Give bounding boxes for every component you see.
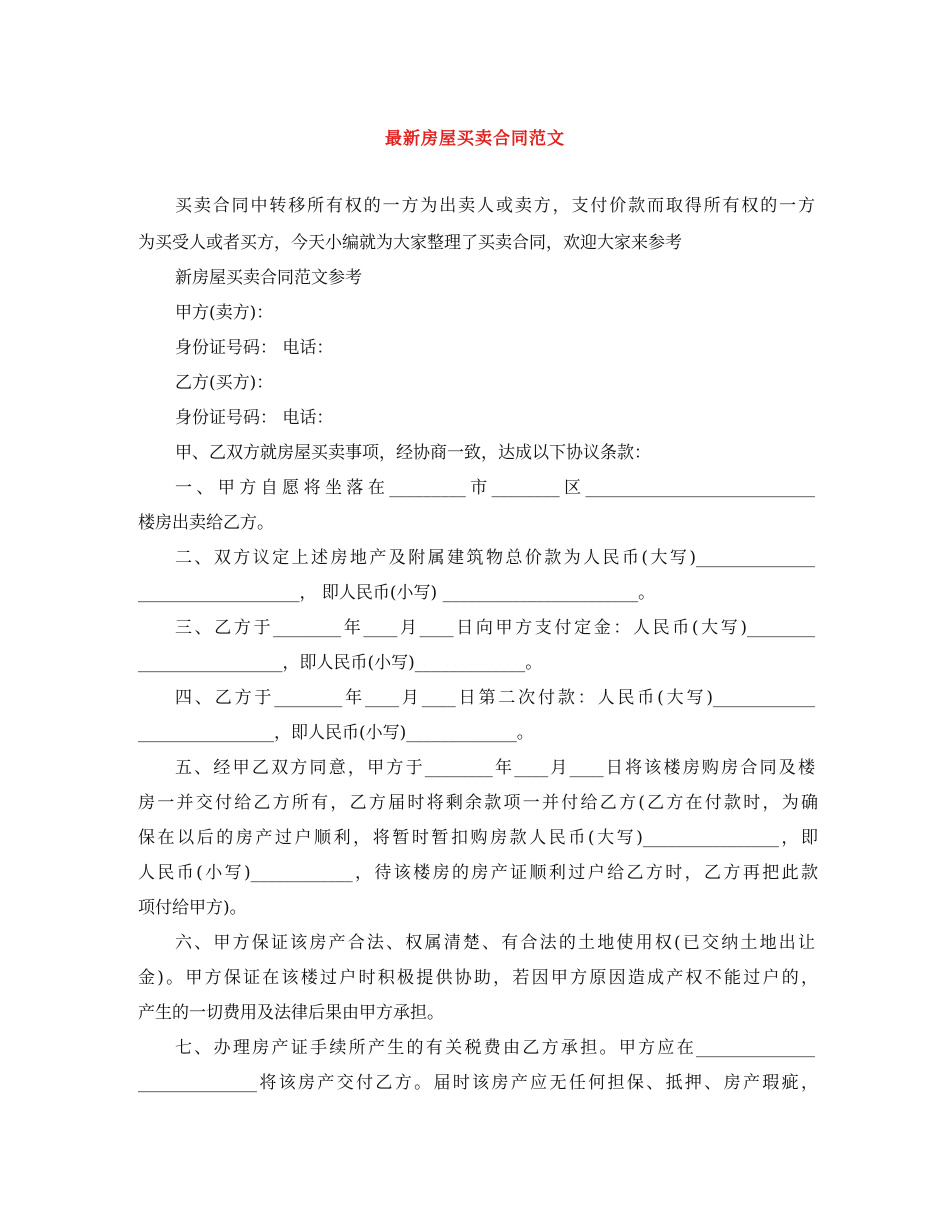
paragraph-line: 四、乙方于________年____月____日第二次付款：人民币(大写)____________: [175, 688, 815, 708]
paragraph-line: ______________将该房产交付乙方。届时该房产应无任何担保、抵押、房产瑕疵，: [138, 1073, 818, 1093]
paragraph-line: 三、乙方于________年____月____日向甲方支付定金：人民币(大写)________: [175, 618, 815, 638]
paragraph-line: 金)。甲方保证在该楼过户时积极提供协助，若因甲方原因造成产权不能过户的，: [138, 968, 818, 988]
paragraph-line: 七、办理房产证手续所产生的有关税费由乙方承担。甲方应在______________: [175, 1038, 815, 1058]
paragraph-line: 为买受人或者买方，今天小编就为大家整理了买卖合同，欢迎大家来参考: [138, 233, 682, 253]
paragraph-line: 人民币(小写)____________，待该楼房的房产证顺利过户给乙方时，乙方再把此款: [138, 863, 818, 883]
paragraph-line: 六、甲方保证该房产合法、权属清楚、有合法的土地使用权(已交纳土地出让: [175, 933, 815, 953]
paragraph-line: 身份证号码： 电话：: [175, 408, 334, 428]
paragraph-line: 甲、乙双方就房屋买卖事项，经协商一致，达成以下协议条款：: [175, 443, 651, 463]
paragraph-line: ___________________， 即人民币(小写) _______________________。: [138, 583, 656, 603]
paragraph-line: 房一并交付给乙方所有，乙方届时将剩余款项一并付给乙方(乙方在付款时，为确: [138, 793, 818, 813]
paragraph-line: 保在以后的房产过户顺利，将暂时暂扣购房款人民币(大写)________________，即: [138, 828, 818, 848]
document-title: 最新房屋买卖合同范文: [385, 129, 565, 149]
paragraph-line: 新房屋买卖合同范文参考: [175, 268, 362, 288]
paragraph-line: _________________，即人民币(小写)_____________。: [138, 653, 543, 673]
paragraph-line: 一、甲方自愿将坐落在_________市________区___________________________: [175, 478, 815, 498]
paragraph-line: 产生的一切费用及法律后果由甲方承担。: [138, 1003, 444, 1023]
paragraph-line: 乙方(买方)：: [175, 373, 274, 393]
paragraph-line: 买卖合同中转移所有权的一方为出卖人或卖方，支付价款而取得所有权的一方: [175, 196, 815, 216]
paragraph-line: 甲方(卖方)：: [175, 303, 274, 323]
paragraph-line: 身份证号码： 电话：: [175, 338, 334, 358]
paragraph-line: 二、双方议定上述房地产及附属建筑物总价款为人民币(大写)______________: [175, 548, 815, 568]
paragraph-line: 项付给甲方)。: [138, 898, 247, 918]
paragraph-line: 五、经甲乙双方同意，甲方于________年____月____日将该楼房购房合同及楼: [175, 758, 815, 778]
paragraph-line: ________________，即人民币(小写)_____________。: [138, 723, 534, 743]
paragraph-line: 楼房出卖给乙方。: [138, 513, 274, 533]
